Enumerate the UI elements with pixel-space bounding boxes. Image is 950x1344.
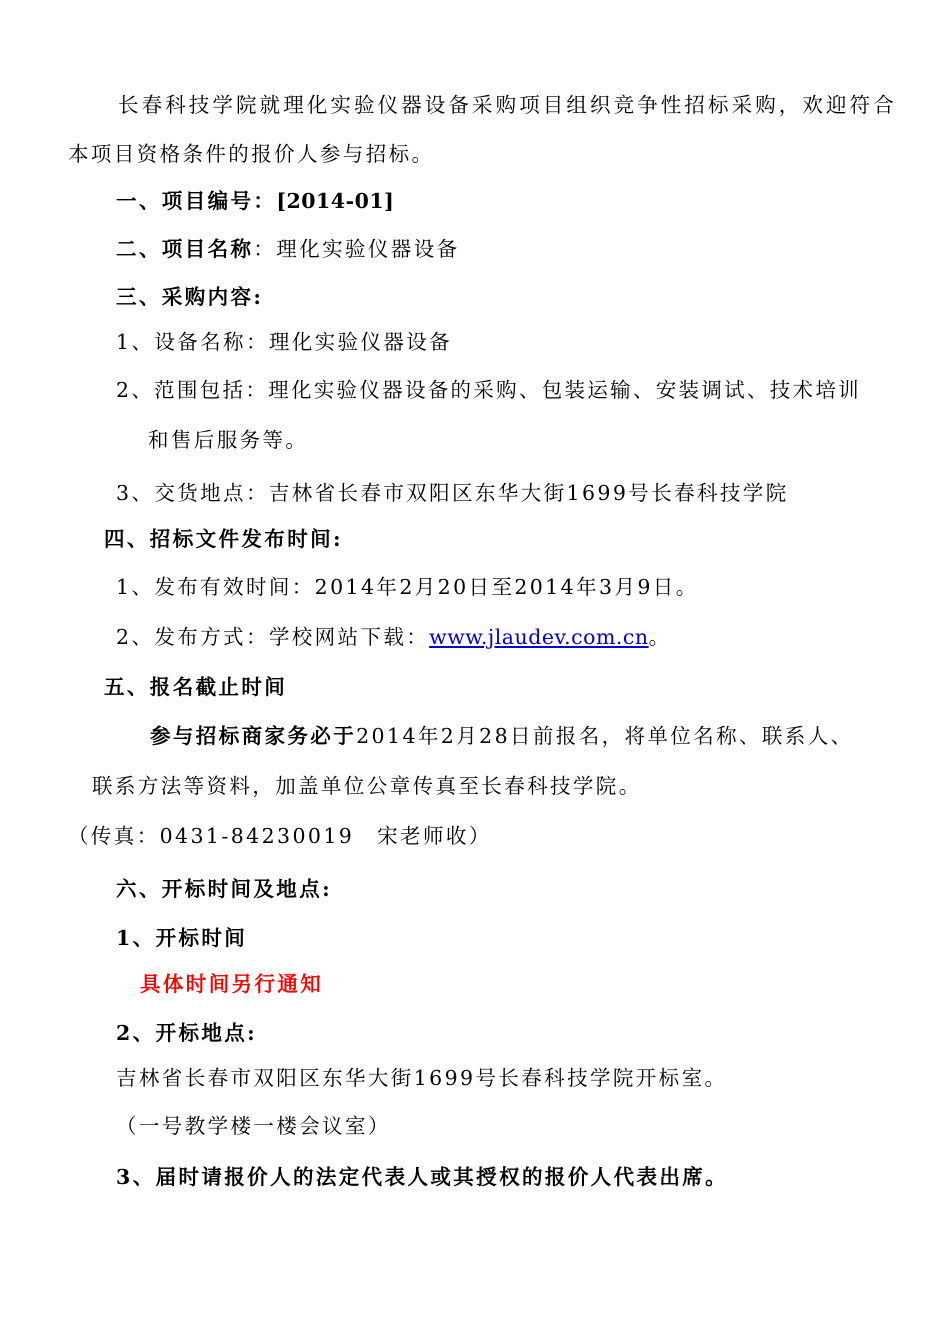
project-name: ：理化实验仪器设备 [253, 237, 460, 261]
section-2 [116, 236, 460, 262]
opening-time-notice: 具体时间另行通知 [140, 972, 324, 996]
publish-method-suffix: 。 [648, 625, 672, 649]
school-website-link[interactable]: www.jlaudev.com.cn [429, 625, 649, 649]
section-4-item-2 [116, 624, 672, 650]
intro-line-2: 本项目资格条件的报价人参与招标。 [68, 142, 435, 166]
section-5-paragraph-line-2: 联系方法等资料，加盖单位公章传真至长春科技学院。 [92, 774, 642, 798]
section-5-paragraph-line-1 [150, 723, 854, 749]
section-4-item-1: 1、发布有效时间：2014年2月20日至2014年3月9日。 [116, 575, 699, 599]
publish-method-label: 2、发布方式：学校网站下载： [116, 625, 430, 649]
section-1-heading: 一、项目编号： [116, 189, 277, 213]
section-5-deadline: 2014年2月28日前报名，将单位名称、联系人、 [356, 724, 854, 748]
project-number: [2014-01] [276, 189, 395, 213]
section-4-heading: 四、招标文件发布时间: [104, 527, 343, 551]
opening-address: 吉林省长春市双阳区东华大街1699号长春科技学院开标室。 [116, 1066, 728, 1090]
section-3-heading: 三、采购内容: [116, 285, 264, 309]
section-1 [116, 188, 394, 214]
section-2-heading: 二、项目名称 [116, 237, 254, 261]
section-3-item-1: 1、设备名称：理化实验仪器设备 [116, 330, 453, 354]
section-3-item-2-line-2: 和售后服务等。 [148, 428, 309, 452]
fax-contact: （传真：0431-84230019 宋老师收） [68, 824, 492, 848]
section-5-heading: 五、报名截止时间 [104, 675, 288, 699]
section-5-emphasis: 参与招标商家务必于 [150, 724, 357, 748]
section-3-item-2-line-1: 2、范围包括：理化实验仪器设备的采购、包装运输、安装调试、技术培训 [116, 378, 861, 402]
section-6-sub-1: 1、开标时间 [116, 926, 248, 950]
section-3-item-3: 3、交货地点：吉林省长春市双阳区东华大街1699号长春科技学院 [116, 481, 789, 505]
section-6-sub-2: 2、开标地点: [116, 1021, 258, 1045]
intro-line-1: 长春科技学院就理化实验仪器设备采购项目组织竞争性招标采购，欢迎符合 [118, 93, 897, 117]
section-6-heading: 六、开标时间及地点: [116, 877, 333, 901]
section-6-sub-3: 3、届时请报价人的法定代表人或其授权的报价人代表出席。 [116, 1165, 729, 1189]
opening-room: （一号教学楼一楼会议室） [116, 1114, 391, 1138]
